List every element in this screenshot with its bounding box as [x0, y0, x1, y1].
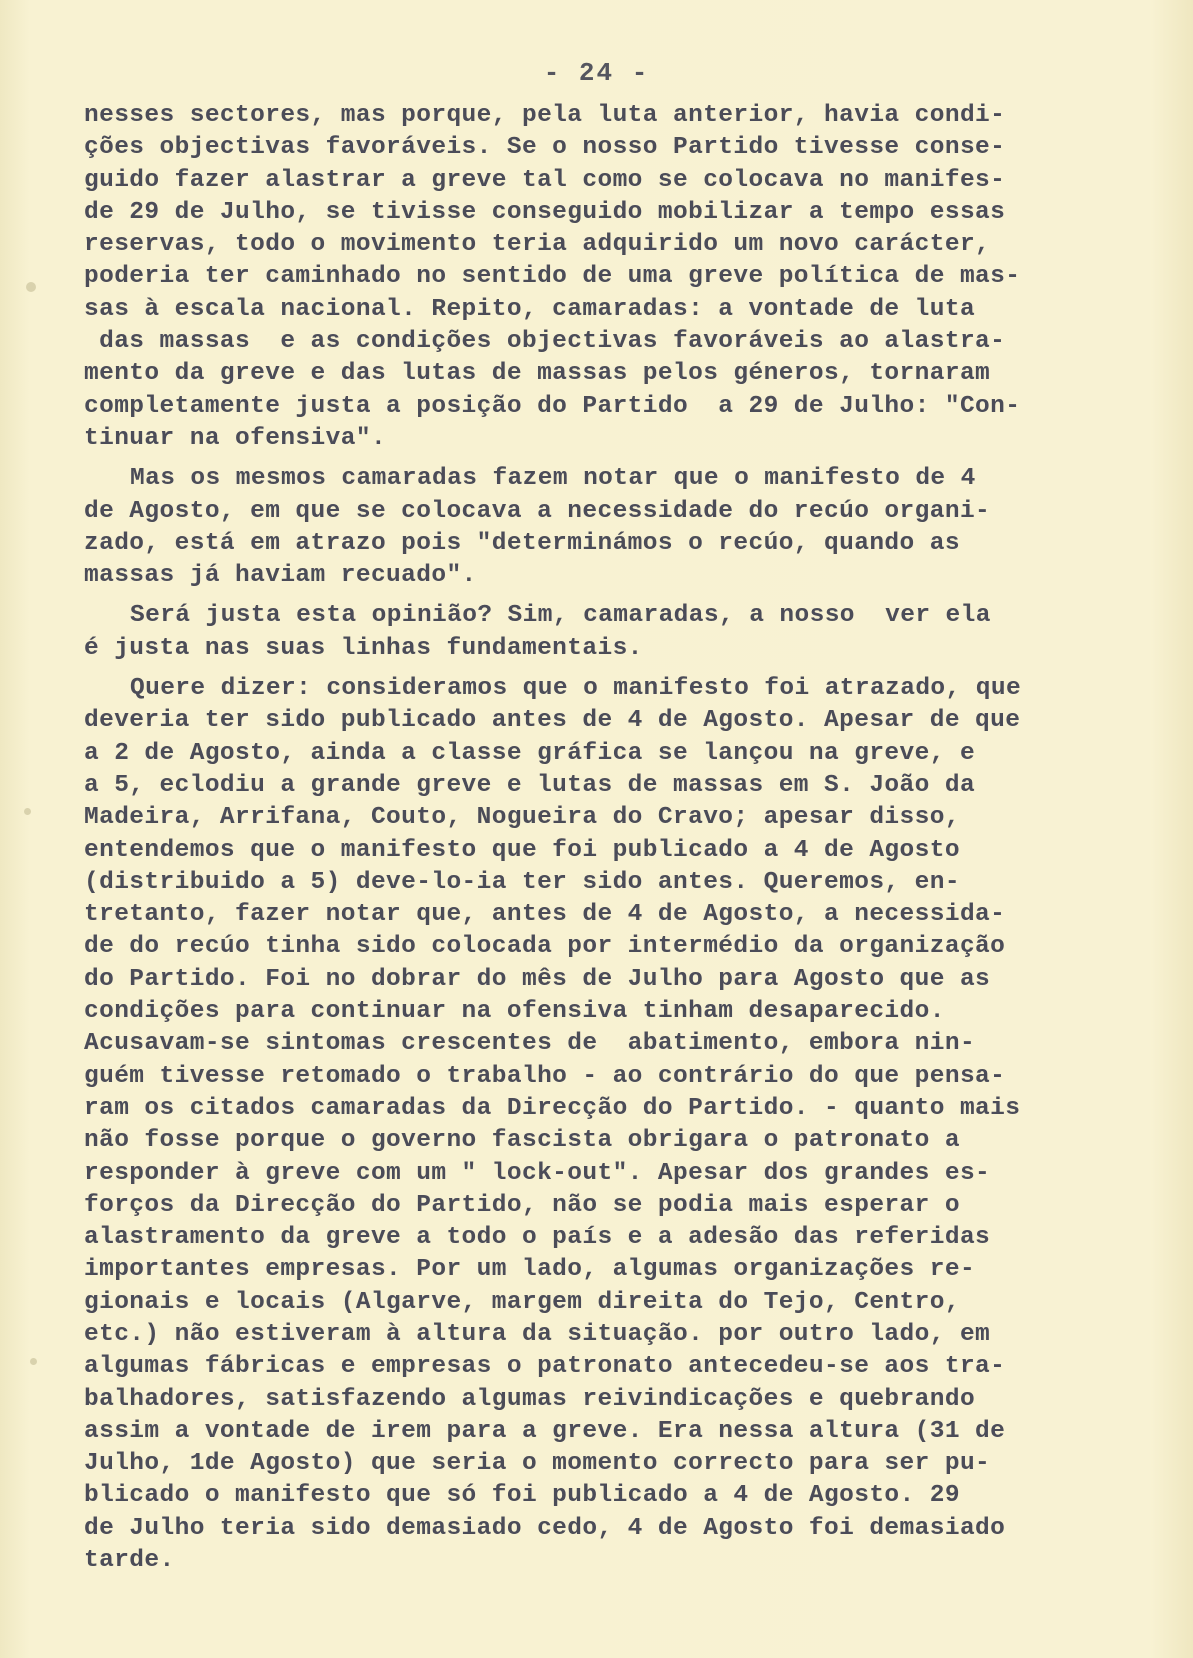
- text-line: Será justa esta opinião? Sim, camaradas, a nosso ver ela: [130, 602, 991, 630]
- text-line: alastramento da greve a todo o país e a adesão das referidas: [84, 1224, 991, 1252]
- paragraph: [84, 673, 1164, 1577]
- text-line: guém tivesse retomado o trabalho - ao contrário do que pensa-: [84, 1062, 1006, 1090]
- text-line: algumas fábricas e empresas o patronato antecedeu-se aos tra-: [84, 1353, 1006, 1381]
- text-line: responder à greve com um " lock-out". Apesar dos grandes es-: [84, 1159, 991, 1187]
- text-line: tinuar na ofensiva".: [84, 424, 387, 452]
- text-line: de 29 de Julho, se tivisse conseguido mobilizar a tempo essas: [84, 198, 1006, 226]
- text-line: zado, está em atrazo pois "determinámos o recúo, quando as: [84, 529, 960, 557]
- paragraph-gap: [84, 455, 1164, 463]
- text-line: condições para continuar na ofensiva tinham desaparecido.: [84, 998, 945, 1026]
- text-line: tretanto, fazer notar que, antes de 4 de Agosto, a necessida-: [84, 901, 1006, 929]
- text-line: deveria ter sido publicado antes de 4 de Agosto. Apesar de que: [84, 707, 1021, 735]
- text-line: a 2 de Agosto, ainda a classe gráfica se lançou na greve, e: [84, 739, 976, 767]
- paper-mark: [26, 282, 36, 292]
- paragraph: [84, 600, 1164, 665]
- text-line: é justa nas suas linhas fundamentais.: [84, 634, 643, 662]
- page-number: - 24 -: [543, 58, 650, 88]
- text-line: das massas e as condições objectivas favoráveis ao alastra-: [84, 328, 1006, 356]
- text-line: a 5, eclodiu a grande greve e lutas de massas em S. João da: [84, 771, 976, 799]
- text-line: não fosse porque o governo fascista obrigara o patronato a: [84, 1127, 960, 1155]
- text-line: de do recúo tinha sido colocada por intermédio da organização: [84, 933, 1006, 961]
- text-line: entendemos que o manifesto que foi publicado a 4 de Agosto: [84, 836, 960, 864]
- text-line: guido fazer alastrar a greve tal como se colocava no manifes-: [84, 166, 1006, 194]
- text-line: assim a vontade de irem para a greve. Era nessa altura (31 de: [84, 1417, 1006, 1445]
- text-line: importantes empresas. Por um lado, algumas organizações re-: [84, 1256, 976, 1284]
- text-line: forços da Direcção do Partido, não se podia mais esperar o: [84, 1191, 960, 1219]
- text-line: Julho, 1de Agosto) que seria o momento correcto para ser pu-: [84, 1450, 991, 1478]
- text-line: poderia ter caminhado no sentido de uma greve política de mas-: [84, 263, 1021, 291]
- text-line: ções objectivas favoráveis. Se o nosso Partido tivesse conse-: [84, 134, 1006, 162]
- text-line: sas à escala nacional. Repito, camaradas: a vontade de luta: [84, 295, 976, 323]
- document-body: [84, 100, 1164, 1577]
- paragraph: [84, 463, 1164, 592]
- text-line: de Agosto, em que se colocava a necessidade do recúo organi-: [84, 497, 991, 525]
- text-line: nesses sectores, mas porque, pela luta anterior, havia condi-: [84, 102, 1006, 129]
- text-line: reservas, todo o movimento teria adquirido um novo carácter,: [84, 231, 991, 259]
- text-line: balhadores, satisfazendo algumas reivindicações e quebrando: [84, 1385, 976, 1413]
- text-line: Acusavam-se sintomas crescentes de abatimento, embora nin-: [84, 1030, 976, 1058]
- text-line: de Julho teria sido demasiado cedo, 4 de Agosto foi demasiado: [84, 1514, 1006, 1542]
- paragraph-gap: [84, 665, 1164, 673]
- text-line: (distribuido a 5) deve-lo-ia ter sido antes. Queremos, en-: [84, 868, 960, 896]
- paper-mark: [30, 1358, 37, 1365]
- text-line: etc.) não estiveram à altura da situação. por outro lado, em: [84, 1320, 991, 1348]
- text-line: Quere dizer: consideramos que o manifesto foi atrazado, que: [130, 675, 1022, 703]
- text-line: Mas os mesmos camaradas fazem notar que o manifesto de 4: [130, 465, 976, 493]
- text-line: blicado o manifesto que só foi publicado a 4 de Agosto. 29: [84, 1482, 960, 1510]
- paragraph-gap: [84, 592, 1164, 600]
- paragraph: [84, 100, 1164, 455]
- text-line: mento da greve e das lutas de massas pelos géneros, tornaram: [84, 360, 991, 388]
- text-line: Madeira, Arrifana, Couto, Nogueira do Cravo; apesar disso,: [84, 804, 960, 832]
- text-line: completamente justa a posição do Partido a 29 de Julho: "Con-: [84, 392, 1021, 420]
- text-line: gionais e locais (Algarve, margem direita do Tejo, Centro,: [84, 1288, 960, 1316]
- text-line: do Partido. Foi no dobrar do mês de Julho para Agosto que as: [84, 965, 991, 993]
- text-line: massas já haviam recuado".: [84, 562, 477, 590]
- text-line: ram os citados camaradas da Direcção do Partido. - quanto mais: [84, 1094, 1021, 1122]
- text-line: tarde.: [84, 1547, 175, 1575]
- paper-mark: [24, 808, 31, 815]
